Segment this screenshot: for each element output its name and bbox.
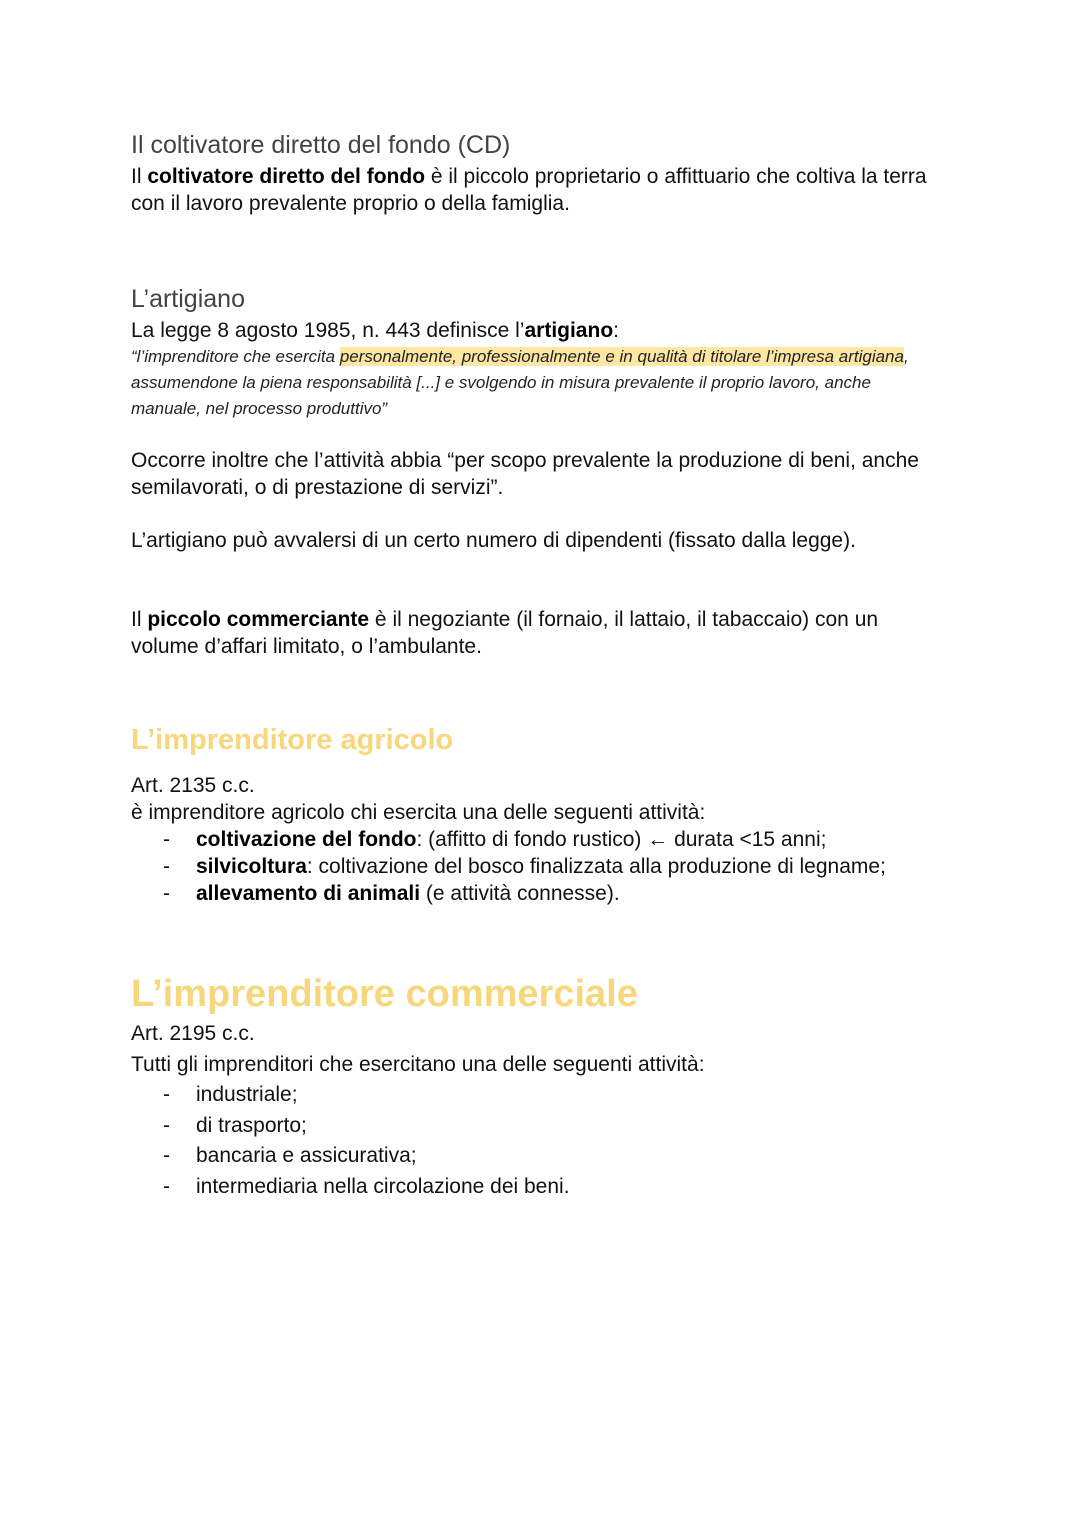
paragraph-coltivatore-diretto: Il coltivatore diretto del fondo è il piccolo proprietario o affittuario che coltiva la terra con il lavoro prevalente proprio o della famiglia.	[131, 165, 927, 215]
paragraph-artigiano-scopo: Occorre inoltre che l’attività abbia “per scopo prevalente la produzione di beni, anche semilavorati, o di prestazione di servizi”.	[131, 449, 919, 499]
list-item: - coltivazione del fondo: (affitto di fondo rustico) ← durata <15 anni;	[196, 826, 931, 853]
paragraph-commerciale-intro: Tutti gli imprenditori che esercitano una delle seguenti attività:	[131, 1053, 705, 1076]
paragraph-agricolo-intro: è imprenditore agricolo chi esercita una delle seguenti attività:	[131, 801, 706, 824]
term-coltivatore-diretto: coltivatore diretto del fondo	[147, 165, 426, 188]
term-artigiano: artigiano	[524, 319, 614, 342]
list-attivita-commerciali	[131, 1080, 931, 1202]
article-2135: Art. 2135 c.c.	[131, 774, 255, 797]
list-attivita-agricole	[131, 826, 931, 907]
list-item: - silvicoltura: coltivazione del bosco finalizzata alla produzione di legname;	[196, 853, 931, 880]
paragraph-artigiano-dipendenti: L’artigiano può avvalersi di un certo numero di dipendenti (fissato dalla legge).	[131, 529, 856, 552]
paragraph-piccolo-commerciante: Il piccolo commerciante è il negoziante (il fornaio, il lattaio, il tabaccaio) con un volume d’affari limitato, o l’ambulante.	[131, 608, 879, 658]
heading-coltivatore-diretto: Il coltivatore diretto del fondo (CD)	[131, 131, 511, 159]
term-piccolo-commerciante: piccolo commerciante	[147, 608, 370, 631]
quote-legge-443: “l’imprenditore che esercita personalmente, professionalmente e in qualità di titolare l’impresa artigiana, assumendone la piena responsabilità [...] e svolgendo in misura prevalente il proprio lavoro, anche manuale, nel processo produttivo”	[131, 347, 909, 418]
highlighted-text: personalmente, professionalmente e in qualità di titolare l’impresa artigiana	[339, 347, 904, 366]
list-item: - di trasporto;	[196, 1111, 931, 1142]
list-item: - bancaria e assicurativa;	[196, 1141, 931, 1172]
heading-imprenditore-commerciale: L’imprenditore commerciale	[131, 973, 638, 1015]
paragraph-artigiano-intro: La legge 8 agosto 1985, n. 443 definisce l’artigiano:	[131, 319, 619, 342]
heading-imprenditore-agricolo: L’imprenditore agricolo	[131, 724, 454, 756]
article-2195: Art. 2195 c.c.	[131, 1022, 255, 1045]
list-item: - industriale;	[196, 1080, 931, 1111]
list-item: - intermediaria nella circolazione dei beni.	[196, 1172, 931, 1203]
list-item: - allevamento di animali (e attività connesse).	[196, 880, 931, 907]
document-page	[131, 128, 931, 1202]
heading-artigiano: L’artigiano	[131, 285, 245, 313]
